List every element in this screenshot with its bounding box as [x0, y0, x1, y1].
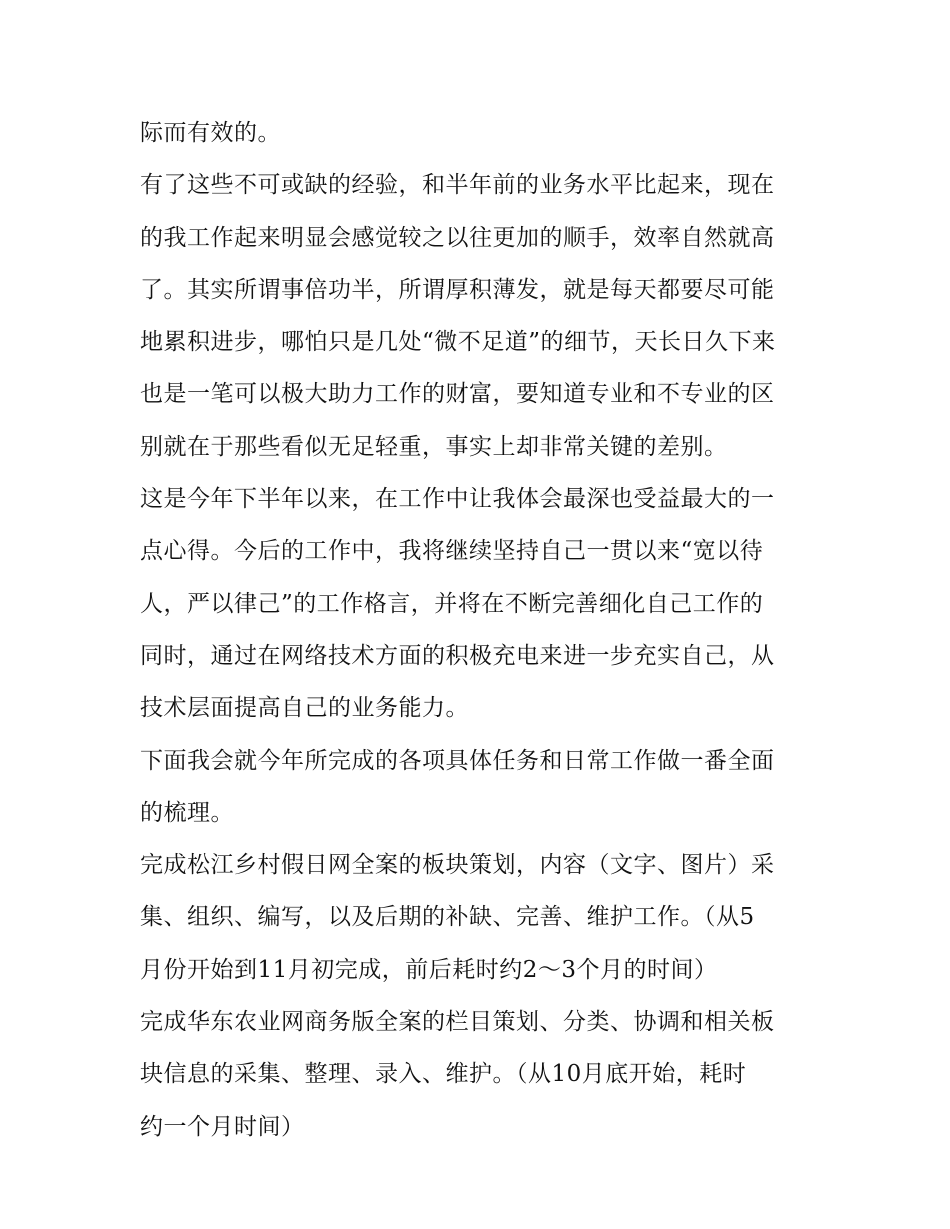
text-line: 月份开始到11月初完成，前后耗时约2～3个月的时间）: [140, 956, 718, 983]
text-line: 别就在于那些看似无足轻重，事实上却非常关键的差别。: [140, 433, 728, 460]
document-body: [140, 107, 820, 1153]
text-line: 约一个月时间）: [140, 1113, 305, 1140]
text-line: 同时，通过在网络技术方面的积极充电来进一步充实自己，从: [140, 642, 775, 669]
text-line: 也是一笔可以极大助力工作的财富，要知道专业和不专业的区: [140, 381, 775, 408]
text-line: 的我工作起来明显会感觉较之以往更加的顺手，效率自然就高: [140, 224, 775, 251]
text-line: 块信息的采集、整理、录入、维护。（从10月底开始，耗时: [140, 1061, 747, 1088]
text-line: 技术层面提高自己的业务能力。: [140, 695, 469, 722]
paragraph: [140, 735, 820, 840]
text-line: 人，严以律己”的工作格言，并将在不断完善细化自己工作的: [140, 590, 764, 617]
text-line: 下面我会就今年所完成的各项具体任务和日常工作做一番全面: [140, 747, 775, 774]
text-line: 完成松江乡村假日网全案的板块策划，内容（文字、图片）采: [140, 852, 775, 879]
paragraph: [140, 473, 820, 734]
text-line: 有了这些不可或缺的经验，和半年前的业务水平比起来，现在: [140, 172, 775, 199]
text-line: 点心得。今后的工作中，我将继续坚持自己一贯以来“宽以待: [140, 538, 764, 565]
text-line: 集、组织、编写，以及后期的补缺、完善、维护工作。（从5: [140, 904, 755, 931]
paragraph: [140, 159, 820, 473]
text-line: 际而有效的。: [140, 120, 281, 146]
text-line: 完成华东农业网商务版全案的栏目策划、分类、协调和相关板: [140, 1009, 775, 1036]
paragraph: [140, 107, 820, 159]
text-line: 的梳理。: [140, 799, 234, 826]
paragraph: [140, 996, 820, 1153]
text-line: 地累积进步，哪怕只是几处“微不足道”的细节，天长日久下来: [140, 329, 776, 356]
paragraph: [140, 839, 820, 996]
text-line: 这是今年下半年以来，在工作中让我体会最深也受益最大的一: [140, 486, 775, 513]
text-line: 了。其实所谓事倍功半，所谓厚积薄发，就是每天都要尽可能: [140, 276, 775, 303]
